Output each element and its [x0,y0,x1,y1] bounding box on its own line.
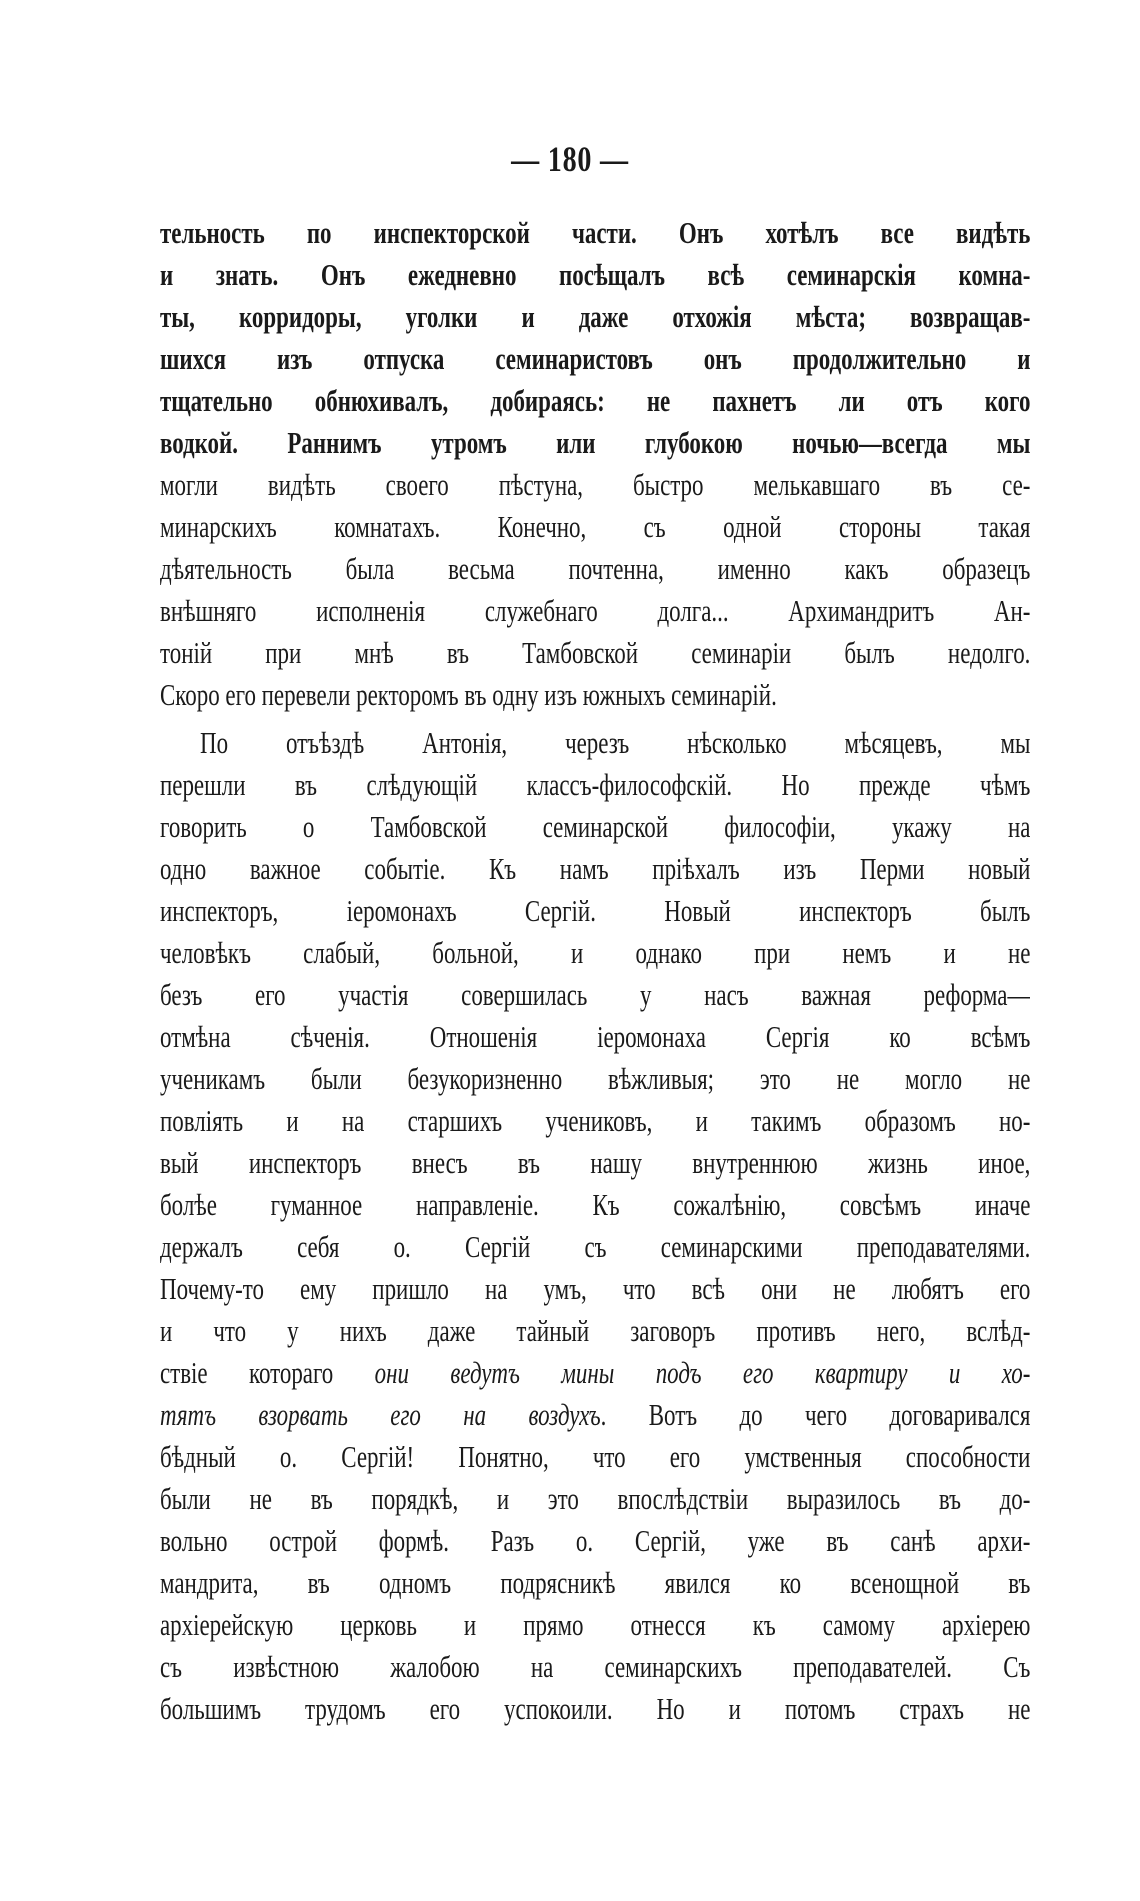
text-line [160,464,1030,506]
text-line [160,974,1030,1016]
text-line [160,1100,1030,1142]
page-number: — 180 — [511,139,629,179]
text-line-content: съ извѣстною жалобою на семинарскихъ преподавателей. Съ [160,1649,1030,1684]
text-line [160,764,1030,806]
text-line-content: одно важное событіе. Къ намъ пріѣхалъ изъ Перми новый [160,851,1030,886]
text-line-content [160,1352,1030,1394]
text-line-content: держалъ себя о. Сергій съ семинарскими преподавателями. [160,1229,1030,1264]
text-line [160,1142,1030,1184]
text-line [160,1268,1030,1310]
text-run: . Вотъ до чего договаривался [600,1397,1030,1432]
text-line-content: тельность по инспекторской части. Онъ хотѣлъ все видѣть [160,215,1030,250]
text-line-content: вый инспекторъ внесъ въ нашу внутреннюю жизнь иное, [160,1145,1030,1180]
text-line [160,212,1030,254]
text-line [160,1310,1030,1352]
text-line-content: и знать. Онъ ежедневно посѣщалъ всѣ семинарскія комна- [160,257,1030,292]
text-line [160,296,1030,338]
text-line [160,1478,1030,1520]
text-line-content: могли видѣть своего пѣстуна, быстро мелькавшаго въ се- [160,467,1030,502]
text-line [160,380,1030,422]
text-line-content: архіерейскую церковь и прямо отнесся къ самому архіерею [160,1607,1030,1642]
text-line-content: бѣдный о. Сергій! Понятно, что его умственныя способности [160,1439,1030,1474]
text-line-content: тщательно обнюхивалъ, добираясь: не пахнетъ ли отъ кого [160,383,1030,418]
text-line [160,422,1030,464]
text-line-content: были не въ порядкѣ, и это впослѣдствіи выразилось въ до- [160,1481,1030,1516]
body-text [160,212,1030,1730]
text-line-content: тоній при мнѣ въ Тамбовской семинаріи былъ недолго. [160,635,1030,670]
text-line-content: человѣкъ слабый, больной, и однако при немъ и не [160,935,1030,970]
text-line [160,1688,1030,1730]
text-line [160,932,1030,974]
text-line-content: перешли въ слѣдующій классъ-философскій. Но прежде чѣмъ [160,767,1030,802]
text-line-content: болѣе гуманное направленіе. Къ сожалѣнію, совсѣмъ иначе [160,1187,1030,1222]
text-line-content: дѣятельность была весьма почтенна, именно какъ образецъ [160,551,1030,586]
text-line-content: большимъ трудомъ его успокоили. Но и потомъ страхъ не [160,1691,1030,1726]
text-line [160,506,1030,548]
text-line-content: ты, корридоры, уголки и даже отхожія мѣста; возвращав- [160,299,1030,334]
text-line-content: безъ его участія совершилась у насъ важная реформа— [160,977,1030,1012]
text-line [160,1058,1030,1100]
text-line [160,632,1030,674]
text-line [160,1352,1030,1394]
text-line-content: Скоро его перевели ректоромъ въ одну изъ южныхъ семинарій. [160,677,777,712]
text-line-content: По отъѣздѣ Антонія, черезъ нѣсколько мѣсяцевъ, мы [200,725,1030,760]
text-line-content: мандрита, въ одномъ подрясникѣ явился ко всенощной въ [160,1565,1030,1600]
text-run: ствіе котораго [160,1355,375,1390]
text-line [160,1226,1030,1268]
text-line-content [160,1394,1030,1436]
text-line-content: повліять и на старшихъ учениковъ, и такимъ образомъ но- [160,1103,1030,1138]
text-line [160,848,1030,890]
text-line [160,1436,1030,1478]
text-line-content: минарскихъ комнатахъ. Конечно, съ одной стороны такая [160,509,1030,544]
text-line [160,1184,1030,1226]
text-line-content: внѣшняго исполненія служебнаго долга... Архимандритъ Ан- [160,593,1030,628]
text-line-content: ученикамъ были безукоризненно вѣжливыя; это не могло не [160,1061,1030,1096]
text-line [160,1016,1030,1058]
text-line [160,548,1030,590]
text-line-content: инспекторъ, іеромонахъ Сергій. Новый инспекторъ былъ [160,893,1030,928]
text-line [160,1520,1030,1562]
paragraph-last-line [160,674,1030,716]
text-line-content: говорить о Тамбовской семинарской философіи, укажу на [160,809,1030,844]
text-line [160,1394,1030,1436]
text-line [160,254,1030,296]
text-line-content: отмѣна сѣченія. Отношенія іеромонаха Сергія ко всѣмъ [160,1019,1030,1054]
text-line [160,1604,1030,1646]
text-line-content: вольно острой формѣ. Разъ о. Сергій, уже въ санѣ архи- [160,1523,1030,1558]
text-line-content: Почему-то ему пришло на умъ, что всѣ они не любятъ его [160,1271,1030,1306]
paragraph-first-line [160,722,1030,764]
text-line [160,806,1030,848]
text-line-content: шихся изъ отпуска семинаристовъ онъ продолжительно и [160,341,1030,376]
text-line [160,1562,1030,1604]
text-line [160,890,1030,932]
text-line [160,590,1030,632]
text-line [160,338,1030,380]
italic-run: они ведутъ мины подъ его квартиру и хо- [374,1355,1030,1390]
text-line-content: водкой. Раннимъ утромъ или глубокою ночью—всегда мы [160,425,1030,460]
italic-run: тятъ взорвать его на воздухъ [160,1397,601,1432]
text-line [160,1646,1030,1688]
text-line-content: и что у нихъ даже тайный заговоръ противъ него, вслѣд- [160,1313,1030,1348]
